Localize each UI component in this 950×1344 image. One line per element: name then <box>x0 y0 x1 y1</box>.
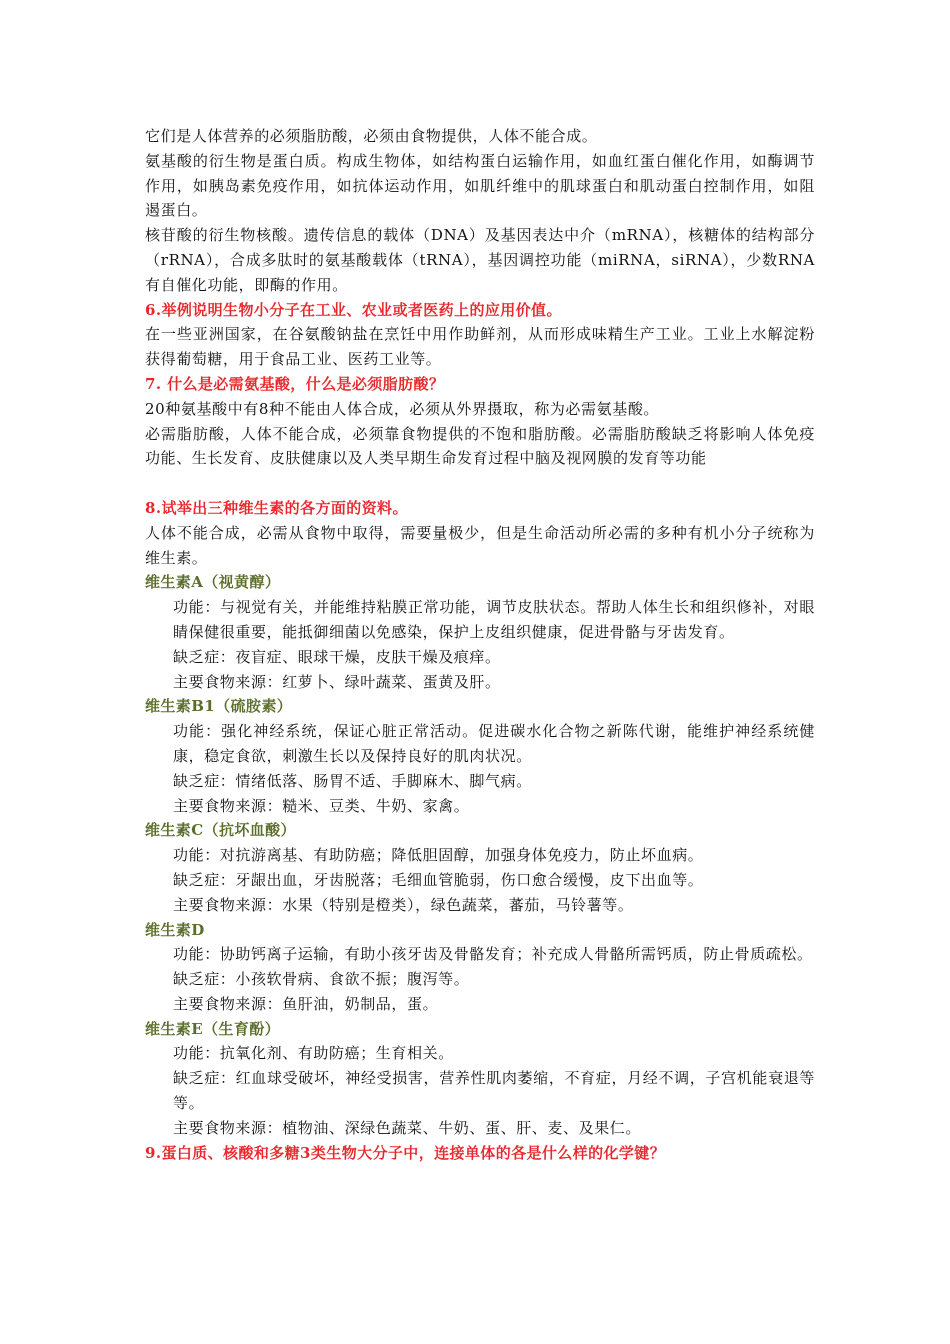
vitamin-c-deficiency: 缺乏症：牙龈出血，牙齿脱落；毛细血管脆弱，伤口愈合缓慢，皮下出血等。 <box>173 870 704 889</box>
vitamin-a-deficiency: 缺乏症：夜盲症、眼球干燥，皮肤干燥及痕痒。 <box>173 647 501 666</box>
vitamin-b1-function: 功能：强化神经系统，保证心脏正常活动。促进碳水化合物之新陈代谢，能维护神经系统健康，稳定食欲，刺激生长以及保持良好的肌肉状况。 <box>173 722 815 765</box>
vitamin-d-deficiency: 缺乏症：小孩软骨病、食欲不振；腹泻等。 <box>173 970 470 989</box>
vitamin-e-deficiency: 缺乏症：红血球受破坏，神经受损害，营养性肌肉萎缩，不育症，月经不调，子宫机能衰退等等。 <box>173 1069 815 1113</box>
vitamin-a-sources: 主要食物来源：红萝卜、绿叶蔬菜、蛋黄及肝。 <box>173 672 501 691</box>
vitamin-a-title: 维生素A（视黄醇） <box>145 573 281 592</box>
question-7-answer-fatty: 必需脂肪酸，人体不能合成，必须靠食物提供的不饱和脂肪酸。必需脂肪酸缺乏将影响人体免疫功能、生长发育、皮肤健康以及人类早期生命发育过程中脑及视网膜的发育等功能 <box>145 424 815 468</box>
vitamin-c-function: 功能：对抗游离基、有助防癌；降低胆固醇，加强身体免疫力，防止坏血病。 <box>173 846 704 865</box>
vitamin-e-function: 功能：抗氧化剂、有助防癌；生育相关。 <box>173 1044 454 1063</box>
blank-line <box>145 471 815 496</box>
vitamin-e-title: 维生素E（生育酚） <box>145 1019 281 1038</box>
question-8-heading: 8.试举出三种维生素的各方面的资料。 <box>145 498 408 517</box>
vitamin-c-sources: 主要食物来源：水果（特别是橙类），绿色蔬菜，蕃茄，马铃薯等。 <box>173 895 634 914</box>
vitamin-d-function: 功能：协助钙离子运输，有助小孩牙齿及骨骼发育；补充成人骨骼所需钙质，防止骨质疏松。 <box>173 945 813 964</box>
document-page <box>145 124 815 1165</box>
question-7-heading: 7. 什么是必需氨基酸，什么是必须脂肪酸？ <box>145 374 445 393</box>
question-9-heading: 9.蛋白质、核酸和多糖3类生物大分子中，连接单体的各是什么样的化学键？ <box>145 1143 666 1162</box>
vitamin-d-title: 维生素D <box>145 920 205 939</box>
question-8-intro: 人体不能合成，必需从食物中取得，需要量极少，但是生命活动所必需的多种有机小分子统称为维生素。 <box>145 523 815 567</box>
vitamin-b1-sources: 主要食物来源：糙米、豆类、牛奶、家禽。 <box>173 796 470 815</box>
question-6-heading: 6.举例说明生物小分子在工业、农业或者医药上的应用价值。 <box>145 300 562 319</box>
intro-paragraph-fatty-acids: 它们是人体营养的必须脂肪酸，必须由食物提供，人体不能合成。 <box>145 127 598 145</box>
vitamin-a-function: 功能：与视觉有关，并能维持粘膜正常功能，调节皮肤状态。帮助人体生长和组织修补，对眼睛保健很重要，能抵御细菌以免感染，保护上皮组织健康，促进骨骼与牙齿发育。 <box>173 598 815 641</box>
question-7-answer-amino: 20种氨基酸中有8种不能由人体合成，必须从外界摄取，称为必需氨基酸。 <box>145 399 660 418</box>
question-6-answer: 在一些亚洲国家，在谷氨酸钠盐在烹饪中用作助鲜剂，从而形成味精生产工业。工业上水解淀粉获得葡萄糖，用于食品工业、医药工业等。 <box>145 325 815 369</box>
vitamin-b1-deficiency: 缺乏症：情绪低落、肠胃不适、手脚麻木、脚气病。 <box>173 771 532 790</box>
vitamin-e-sources: 主要食物来源：植物油、深绿色蔬菜、牛奶、蛋、肝、麦、及果仁。 <box>173 1118 642 1137</box>
vitamin-d-sources: 主要食物来源：鱼肝油，奶制品，蛋。 <box>173 994 439 1013</box>
intro-paragraph-amino-acid-derivatives: 氨基酸的衍生物是蛋白质。构成生物体，如结构蛋白运输作用，如血红蛋白催化作用，如酶调节作用，如胰岛素免疫作用，如抗体运动作用，如肌纤维中的肌球蛋白和肌动蛋白控制作用，如阻遏蛋白。 <box>145 151 815 220</box>
vitamin-c-title: 维生素C（抗坏血酸） <box>145 821 296 840</box>
vitamin-b1-title: 维生素B1（硫胺素） <box>145 697 293 716</box>
intro-paragraph-nucleotide-derivatives: 核苷酸的衍生物核酸。遗传信息的载体（DNA）及基因表达中介（mRNA），核糖体的结构部分（rRNA），合成多肽时的氨基酸载体（tRNA），基因调控功能（miRNA，siRNA），少数RNA有自催化功能，即酶的作用。 <box>145 226 815 294</box>
